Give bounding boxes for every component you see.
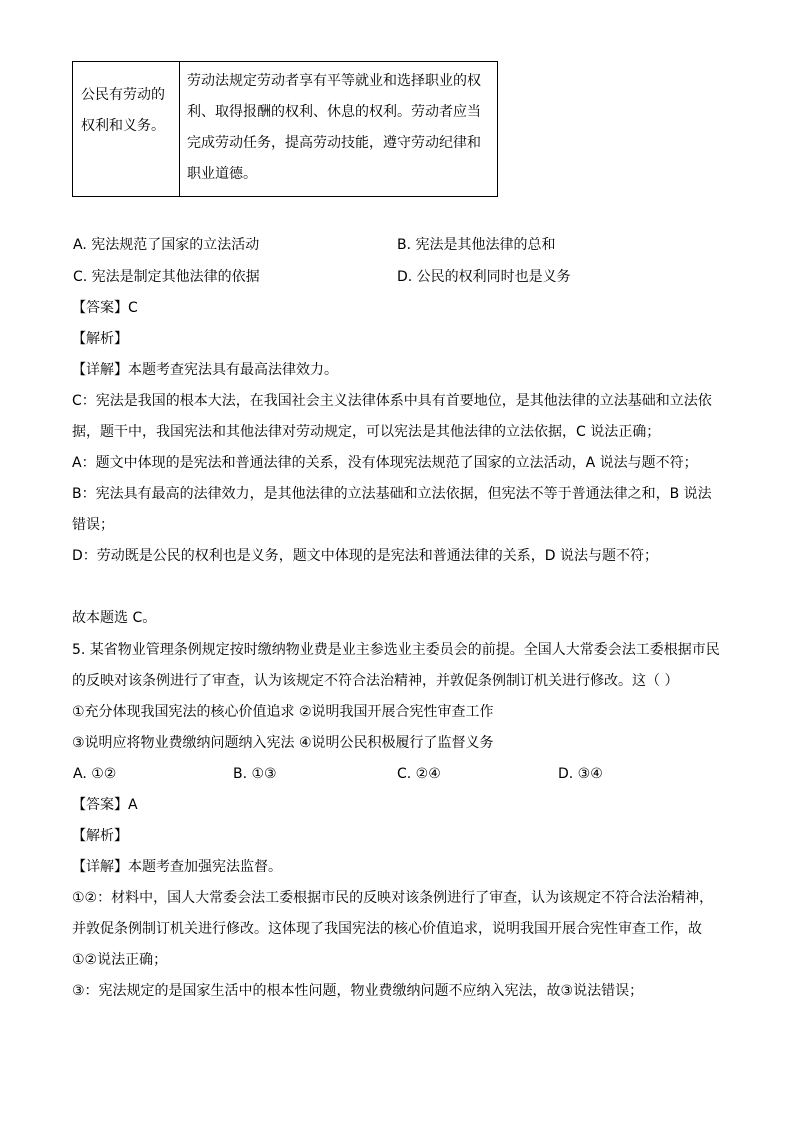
q4-c-line1: C：宪法是我国的根本大法，在我国社会主义法律体系中具有首要地位，是其他法律的立法基础和立法依 [72, 393, 712, 409]
q4-a-line: A：题文中体现的是宪法和普通法律的关系，没有体现宪法规范了国家的立法活动，A 说法与题不符； [72, 455, 698, 471]
q4-d-line: D：劳动既是公民的权利也是义务，题文中体现的是宪法和普通法律的关系，D 说法与题不符； [72, 548, 659, 564]
q5-detail: 【详解】本题考查加强宪法监督。 [72, 859, 282, 875]
q4-detail: 【详解】本题考查宪法具有最高法律效力。 [72, 362, 338, 378]
q5-stem-line2: 的反映对该条例进行了审查，认为该规定不符合法治精神，并敦促条例制订机关进行修改。这（ ） [72, 673, 679, 689]
q5-option-b: B. ①③ [233, 766, 277, 782]
q5-analysis-label: 【解析】 [72, 828, 128, 844]
q5-items-line1: ①充分体现我国宪法的核心价值追求 ②说明我国开展合宪性审查工作 [72, 704, 494, 720]
q4-analysis-label: 【解析】 [72, 331, 128, 347]
q5-option-a: A. ①② [73, 766, 117, 782]
q5-explain-line1: ①②：材料中，国人大常委会法工委根据市民的反映对该条例进行了审查，认为该规定不符合法治精神， [72, 890, 714, 906]
q5-answer: 【答案】A [72, 797, 138, 813]
q4-b-line2: 错误； [72, 517, 114, 533]
q4-answer: 【答案】C [72, 300, 138, 316]
q5-option-d: D. ③④ [558, 766, 603, 782]
q4-option-d: D. 公民的权利同时也是义务 [397, 269, 571, 285]
q5-stem-line1: 5. 某省物业管理条例规定按时缴纳物业费是业主参选业主委员会的前提。全国人大常委会法工委根据市民 [72, 642, 720, 658]
q5-explain-line4: ③：宪法规定的是国家生活中的根本性问题，物业费缴纳问题不应纳入宪法，故③说法错误； [72, 983, 644, 999]
q4-option-b: B. 宪法是其他法律的总和 [397, 237, 556, 253]
q5-explain-line3: ①②说法正确； [72, 952, 168, 968]
q5-option-c: C. ②④ [397, 766, 441, 782]
table-right-cell: 劳动法规定劳动者享有平等就业和选择职业的权利、取得报酬的权利、休息的权利。劳动者应当完成劳动任务，提高劳动技能，遵守劳动纪律和职业道德。 [180, 62, 498, 197]
table-left-cell: 公民有劳动的权利和义务。 [73, 62, 180, 197]
info-table [72, 61, 498, 197]
q4-option-c: C. 宪法是制定其他法律的依据 [73, 269, 260, 285]
q4-conclusion: 故本题选 C。 [72, 610, 157, 626]
q4-b-line1: B：宪法具有最高的法律效力，是其他法律的立法基础和立法依据，但宪法不等于普通法律之和，B 说法 [72, 486, 712, 502]
q4-option-a: A. 宪法规范了国家的立法活动 [73, 237, 260, 253]
q5-explain-line2: 并敦促条例制订机关进行修改。这体现了我国宪法的核心价值追求，说明我国开展合宪性审查工作，故 [72, 921, 702, 937]
q5-items-line2: ③说明应将物业费缴纳问题纳入宪法 ④说明公民积极履行了监督义务 [72, 735, 494, 751]
q4-c-line2: 据，题干中，我国宪法和其他法律对劳动规定，可以宪法是其他法律的立法依据，C 说法正确； [72, 424, 661, 440]
